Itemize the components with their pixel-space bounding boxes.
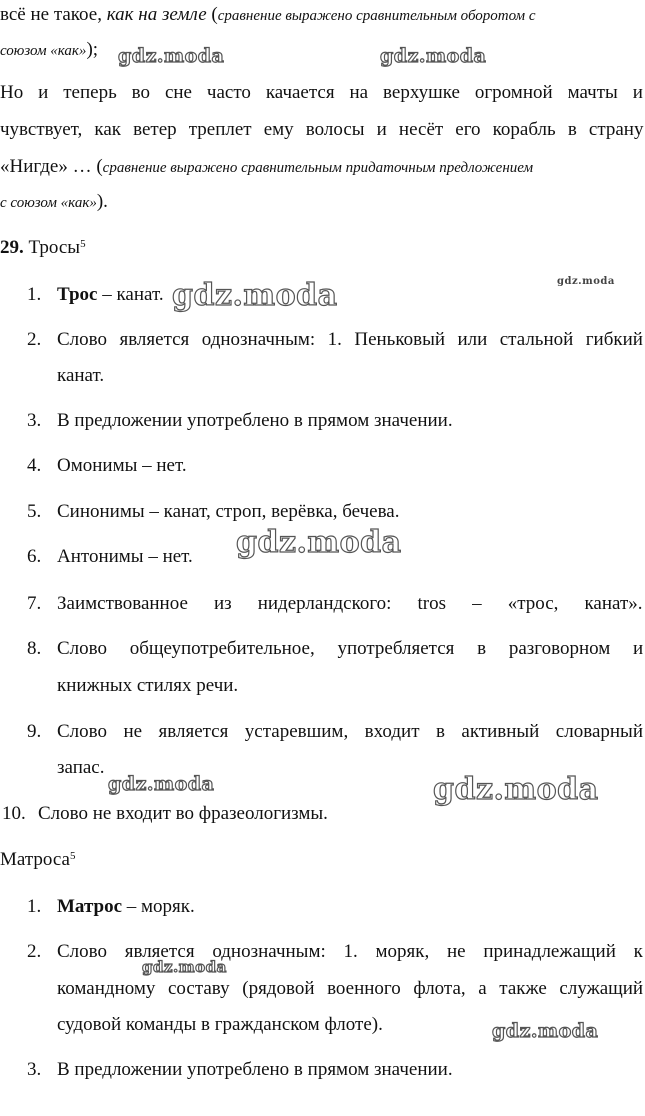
watermark: gdz.moda (380, 45, 487, 67)
watermark: gdz.moda (492, 1020, 599, 1042)
para2-line1: Но и теперь во сне часто качается на верхушке огромной мачты и (0, 82, 643, 103)
item-text: Слово не является устаревшим, входит в активный словарный (57, 721, 643, 742)
item-text: Слово не входит во фразеологизмы. (38, 803, 328, 824)
item-number: 3. (27, 1059, 42, 1080)
para2-line3 (0, 155, 533, 180)
item-term: Трос (57, 284, 98, 305)
watermark: gdz.moda (142, 958, 227, 976)
section-number: 29. (0, 237, 24, 258)
item-text: В предложении употреблено в прямом значении. (57, 410, 453, 431)
item-text-cont: запас. (57, 757, 105, 778)
item-number: 7. (27, 593, 42, 614)
item-text: В предложении употреблено в прямом значении. (57, 1059, 453, 1080)
matrosa-heading (0, 848, 75, 872)
para1-line2 (0, 38, 98, 63)
watermark: gdz.moda (118, 45, 225, 67)
para1-italic: как на земле (106, 4, 207, 25)
footnote-ref: 5 (69, 850, 76, 862)
para2-tail: ). (96, 191, 108, 212)
item-text-cont: канат. (57, 365, 105, 386)
para1-line1 (0, 3, 536, 28)
item-text: Слово является однозначным: 1. Пеньковый или стальной гибкий (57, 329, 643, 350)
item-text (57, 283, 164, 307)
item-text: Заимствованное из нидерландского: tros – «трос, канат». (57, 593, 643, 614)
item-number: 10. (2, 803, 26, 824)
para2-note: сравнение выражено сравнительным придаточным предложением (102, 160, 534, 176)
para1-note-cont: союзом «как» (0, 43, 87, 59)
heading-word: Матроса (0, 849, 70, 870)
watermark: gdz.moda (236, 525, 402, 560)
footnote-ref: 5 (80, 238, 86, 250)
watermark: gdz.moda (172, 278, 338, 313)
item-definition: – моряк. (122, 896, 195, 917)
item-number: 5. (27, 501, 42, 522)
item-text (57, 895, 195, 919)
item-definition: – канат. (97, 284, 164, 305)
item-text: Слово является однозначным: 1. моряк, не принадлежащий к (57, 941, 643, 962)
para2-line2: чувствует, как ветер треплет ему волосы и несёт его корабль в страну (0, 119, 644, 140)
watermark: gdz.moda (433, 772, 599, 807)
item-number: 9. (27, 721, 42, 742)
para1-paren: ( (206, 4, 218, 25)
item-text: Омонимы – нет. (57, 455, 187, 476)
item-text-cont: судовой команды в гражданском флоте). (57, 1014, 383, 1035)
item-number: 3. (27, 410, 42, 431)
para2-text: «Нигде» … ( (0, 156, 103, 177)
item-number: 4. (27, 455, 42, 476)
item-text-cont: книжных стилях речи. (57, 675, 239, 696)
item-number: 2. (27, 941, 42, 962)
item-term: Матрос (57, 896, 123, 917)
item-number: 8. (27, 638, 42, 659)
para1-text: всё не такое, (0, 4, 107, 25)
item-number: 2. (27, 329, 42, 350)
item-number: 6. (27, 546, 42, 567)
para1-note: сравнение выражено сравнительным оборотом с (217, 8, 536, 24)
watermark: gdz.moda (108, 773, 215, 795)
item-text: Антонимы – нет. (57, 546, 193, 567)
item-number: 1. (27, 896, 42, 917)
section-29-heading (0, 236, 86, 260)
item-text-cont: командному составу (рядовой военного флота, а также служащий (57, 978, 644, 999)
para2-line4 (0, 190, 108, 215)
section-word: Тросы (23, 237, 81, 258)
item-number: 1. (27, 284, 42, 305)
item-text: Синонимы – канат, строп, верёвка, бечева. (57, 501, 400, 522)
para2-note-cont: с союзом «как» (0, 195, 97, 211)
watermark: gdz.moda (557, 276, 615, 287)
item-text: Слово общеупотребительное, употребляется в разговорном и (57, 638, 644, 659)
para1-tail: ); (86, 39, 99, 60)
